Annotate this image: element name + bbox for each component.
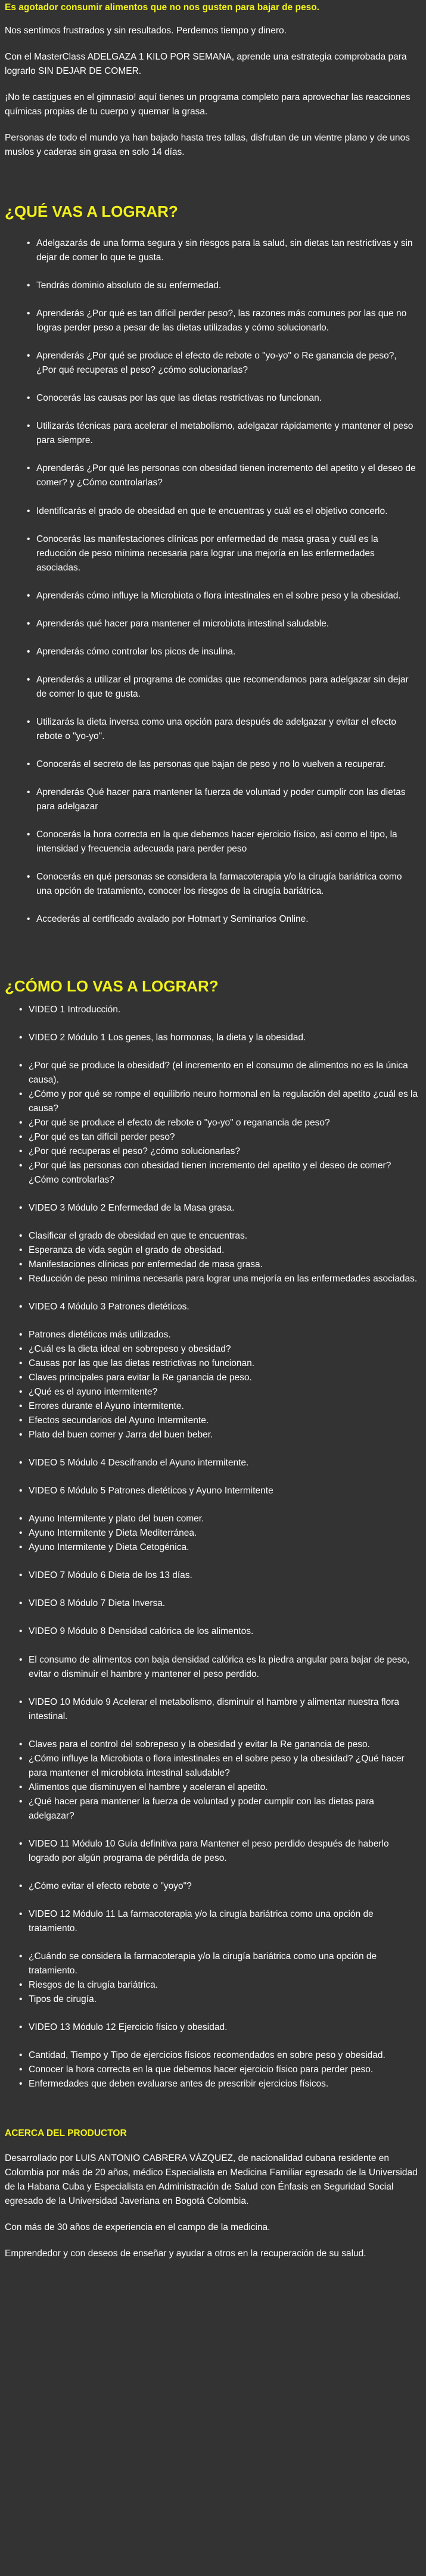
video-topic-item: • Tipos de cirugía. — [29, 1992, 419, 2007]
intro-paragraph-1: Nos sentimos frustrados y sin resultados. Perdemos tiempo y dinero. — [5, 26, 287, 36]
video-topic-item: • ¿Cómo y por qué se rompe el equilibrio neuro hormonal en la regulación del apetito ¿cuál es la causa? — [29, 1087, 419, 1116]
video-topic-item: • Patrones dietéticos más utilizados. — [29, 1328, 419, 1342]
video-topic-item: • Cantidad, Tiempo y Tipo de ejercicios físicos recomendados en sobre peso y obesidad. — [29, 2048, 419, 2063]
video-topics-list — [5, 1879, 419, 1894]
intro-paragraph-2: Con el MasterClass ADELGAZA 1 KILO POR SEMANA, aprende una estrategia comprobada para lograrlo SIN DEJAR DE COMER. — [5, 52, 407, 77]
como-heading: ¿CÓMO LO VAS A LOGRAR? — [5, 977, 219, 995]
video-topics-list — [5, 2048, 419, 2091]
benefit-item: • Aprenderás cómo controlar los picos de insulina. — [36, 645, 419, 659]
video-topics-list — [5, 1059, 419, 1187]
benefit-item: • Tendrás dominio absoluto de su enfermedad. — [36, 279, 419, 293]
video-item: • VIDEO 6 Módulo 5 Patrones dietéticos y Ayuno Intermitente — [29, 1484, 419, 1498]
video-topic-item: • ¿Por qué se produce el efecto de rebote o "yo-yo" o reganancia de peso? — [29, 1116, 419, 1130]
benefit-item: • Aprenderás a utilizar el programa de comidas que recomendamos para adelgazar sin dejar de comer lo que te gusta. — [36, 673, 419, 701]
video-topic-item: • Claves para el control del sobrepeso y la obesidad y evitar la Re ganancia de peso. — [29, 1738, 419, 1752]
video-item: • VIDEO 11 Módulo 10 Guía definitiva para Mantener el peso perdido después de haberlo logrado por algún programa de pérdida de peso. — [29, 1837, 419, 1866]
benefit-item: • Identificarás el grado de obesidad en que te encuentras y cuál es el objetivo concerlo. — [36, 504, 419, 519]
video-topic-item: • ¿Cómo evitar el efecto rebote o "yoyo"? — [29, 1879, 419, 1894]
video-item: • VIDEO 2 Módulo 1 Los genes, las hormonas, la dieta y la obesidad. — [29, 1031, 419, 1045]
video-item: • VIDEO 8 Módulo 7 Dieta Inversa. — [29, 1596, 419, 1611]
video-topic-item: • Clasificar el grado de obesidad en que te encuentras. — [29, 1229, 419, 1243]
video-topic-item: • Efectos secundarios del Ayuno Intermitente. — [29, 1414, 419, 1428]
video-item: • VIDEO 9 Módulo 8 Densidad calórica de los alimentos. — [29, 1624, 419, 1639]
video-item: • VIDEO 7 Módulo 6 Dieta de los 13 días. — [29, 1568, 419, 1583]
video-topics-list — [5, 1653, 419, 1682]
benefit-item: • Conocerás las causas por las que las dietas restrictivas no funcionan. — [36, 391, 419, 406]
benefit-item: • Conocerás en qué personas se considera la farmacoterapia y/o la cirugía bariátrica como una opción de tratamiento, conocer los riesgos de la cirugía bariátrica. — [36, 870, 419, 899]
benefit-item: • Conocerás las manifestaciones clínicas por enfermedad de masa grasa y cuál es la reducción de peso mínima necesaria para lograr una mejoría en las enfermedades asociadas. — [36, 532, 419, 575]
video-topic-item: • ¿Cuál es la dieta ideal en sobrepeso y obesidad? — [29, 1342, 419, 1356]
video-item: • VIDEO 10 Módulo 9 Acelerar el metabolismo, disminuir el hambre y alimentar nuestra flora intestinal. — [29, 1695, 419, 1724]
video-item: • VIDEO 5 Módulo 4 Descifrando el Ayuno intermitente. — [29, 1456, 419, 1470]
benefit-item: • Adelgazarás de una forma segura y sin riesgos para la salud, sin dietas tan restrictivas y sin dejar de comer lo que te gusta. — [36, 236, 419, 265]
video-item: • VIDEO 3 Módulo 2 Enfermedad de la Masa grasa. — [29, 1201, 419, 1215]
benefit-item: • Aprenderás ¿Por qué se produce el efecto de rebote o "yo-yo" o Re ganancia de peso?, ¿Por qué recuperas el peso? ¿cómo solucionarlas? — [36, 349, 419, 378]
benefit-item: • Aprenderás cómo influye la Microbiota o flora intestinales en el sobre peso y la obesidad. — [36, 589, 419, 603]
video-topics-list — [5, 1328, 419, 1442]
video-item: • VIDEO 1 Introducción. — [29, 1003, 419, 1017]
video-topic-item: • Plato del buen comer y Jarra del buen beber. — [29, 1428, 419, 1442]
video-topic-item: • ¿Por qué las personas con obesidad tienen incremento del apetito y el deseo de comer? ¿Cómo controlarlas? — [29, 1159, 419, 1187]
video-topic-item: • Conocer la hora correcta en la que debemos hacer ejercicio físico para perder peso. — [29, 2063, 419, 2077]
video-item: • VIDEO 13 Módulo 12 Ejercicio físico y obesidad. — [29, 2020, 419, 2035]
video-topic-item: • Enfermedades que deben evaluarse antes de prescribir ejercicios físicos. — [29, 2077, 419, 2091]
benefit-item: • Utilizarás técnicas para acelerar el metabolismo, adelgazar rápidamente y mantener el peso para siempre. — [36, 419, 419, 448]
benefit-item: • Accederás al certificado avalado por Hotmart y Seminarios Online. — [36, 912, 419, 927]
video-item: • VIDEO 12 Módulo 11 La farmacoterapia y/o la cirugía bariátrica como una opción de tratamiento. — [29, 1907, 419, 1936]
intro-paragraph-4: Personas de todo el mundo ya han bajado hasta tres tallas, disfrutan de un vientre plano y de unos muslos y caderas sin grasa en solo 14 días. — [5, 133, 410, 158]
benefit-item: • Conocerás la hora correcta en la que debemos hacer ejercicio físico, así como el tipo, la intensidad y frecuencia adecuada para perder peso — [36, 828, 419, 856]
video-topic-item: • ¿Por qué es tan difícil perder peso? — [29, 1130, 419, 1144]
benefit-item: • Utilizarás la dieta inversa como una opción para después de adelgazar y evitar el efecto rebote o "yo-yo". — [36, 715, 419, 744]
video-topics-list — [5, 1950, 419, 2007]
video-topic-item: • Riesgos de la cirugía bariátrica. — [29, 1978, 419, 1992]
video-topic-item: • ¿Por qué se produce la obesidad? (el incremento en el consumo de alimentos no es la única causa). — [29, 1059, 419, 1087]
video-topics-list — [5, 1738, 419, 1823]
curriculum-list — [5, 1003, 419, 2091]
benefit-item: • Aprenderás Qué hacer para mantener la fuerza de voluntad y poder cumplir con las dietas para adelgazar — [36, 785, 419, 814]
video-topics-list — [5, 1229, 419, 1286]
video-topic-item: • ¿Cómo influye la Microbiota o flora intestinales en el sobre peso y la obesidad? ¿Qué hacer para mantener el microbiota intestinal saludable? — [29, 1752, 419, 1780]
video-topic-item: • Ayuno Intermitente y plato del buen comer. — [29, 1512, 419, 1526]
video-item: • VIDEO 4 Módulo 3 Patrones dietéticos. — [29, 1300, 419, 1314]
video-topic-item: • Esperanza de vida según el grado de obesidad. — [29, 1243, 419, 1258]
benefit-item: • Conocerás el secreto de las personas que bajan de peso y no lo vuelven a recuperar. — [36, 757, 419, 772]
que-heading: ¿QUÉ VAS A LOGRAR? — [5, 202, 178, 221]
video-topics-list — [5, 1512, 419, 1555]
producer-paragraph-1: Desarrollado por LUIS ANTONIO CABRERA VÁZQUEZ, de nacionalidad cubana residente en Colombia por más de 20 años, médico Especialista en Medicina Familiar egresado de la Universidad de la Habana Cuba y Especialista en Administración de Salud con Énfasis en Seguridad Social egresado de la Universidad Javeriana en Bogotá Colombia. — [5, 2153, 418, 2206]
producer-paragraph-3: Emprendedor y con deseos de enseñar y ayudar a otros en la recuperación de su salud. — [5, 2248, 366, 2259]
video-topic-item: • Reducción de peso mínima necesaria para lograr una mejoría en las enfermedades asociadas. — [29, 1272, 419, 1286]
video-topic-item: • El consumo de alimentos con baja densidad calórica es la piedra angular para bajar de peso, evitar o disminuir el hambre y mantener el peso perdido. — [29, 1653, 419, 1682]
video-topic-item: • Claves principales para evitar la Re ganancia de peso. — [29, 1371, 419, 1385]
video-topic-item: • Causas por las que las dietas restrictivas no funcionan. — [29, 1356, 419, 1371]
video-topic-item: • Ayuno Intermitente y Dieta Mediterránea. — [29, 1526, 419, 1540]
video-topic-item: • ¿Qué es el ayuno intermitente? — [29, 1385, 419, 1399]
intro-paragraph-3: ¡No te castigues en el gimnasio! aquí tienes un programa completo para aprovechar las reacciones químicas propias de tu cuerpo y quemar la grasa. — [5, 92, 411, 117]
video-topic-item: • Manifestaciones clínicas por enfermedad de masa grasa. — [29, 1258, 419, 1272]
producer-heading: ACERCA DEL PRODUCTOR — [5, 2128, 127, 2138]
video-topic-item: • Alimentos que disminuyen el hambre y aceleran el apetito. — [29, 1780, 419, 1795]
benefit-item: • Aprenderás ¿Por qué las personas con obesidad tienen incremento del apetito y el deseo de comer? y ¿Cómo controlarlas? — [36, 461, 419, 490]
video-topic-item: • ¿Cuándo se considera la farmacoterapia y/o la cirugía bariátrica como una opción de tratamiento. — [29, 1950, 419, 1978]
intro-title: Es agotador consumir alimentos que no nos gusten para bajar de peso. — [5, 2, 319, 13]
benefit-item: • Aprenderás ¿Por qué es tan difícil perder peso?, las razones más comunes por las que no logras perder peso a pesar de las dietas utilizadas y cómo solucionarlo. — [36, 307, 419, 335]
video-topic-item: • ¿Por qué recuperas el peso? ¿cómo solucionarlas? — [29, 1144, 419, 1159]
video-topic-item: • ¿Qué hacer para mantener la fuerza de voluntad y poder cumplir con las dietas para adelgazar? — [29, 1795, 419, 1823]
video-topic-item: • Ayuno Intermitente y Dieta Cetogénica. — [29, 1540, 419, 1555]
producer-paragraph-2: Con más de 30 años de experiencia en el campo de la medicina. — [5, 2222, 270, 2232]
video-topic-item: • Errores durante el Ayuno intermitente. — [29, 1399, 419, 1414]
benefits-list — [5, 236, 419, 926]
benefit-item: • Aprenderás qué hacer para mantener el microbiota intestinal saludable. — [36, 617, 419, 631]
